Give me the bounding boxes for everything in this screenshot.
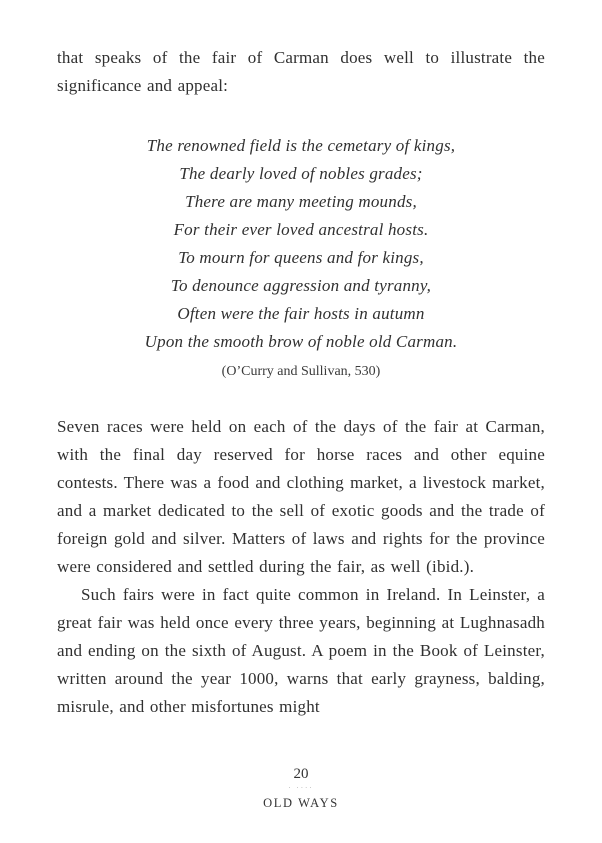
- poem-line: The dearly loved of nobles grades;: [179, 164, 423, 183]
- paragraph-seven-races: Seven races were held on each of the days of the fair at Carman, with the final day reserved for horse races and other equine contests. There was a food and clothing market, a livestock market, and a market dedicated to the sell of exotic goods and the trade of foreign gold and silver. Matters of laws and rights for the province were considered and settled during the fair, as well (ibid.).: [57, 417, 545, 576]
- page-number: 20: [293, 766, 309, 782]
- poem-line: To denounce aggression and tyranny,: [170, 276, 432, 295]
- poem-block: [57, 132, 545, 385]
- running-title: OLD WAYS: [263, 796, 339, 810]
- poem-attribution: (O’Curry and Sullivan, 530): [221, 364, 381, 379]
- poem-line: Often were the fair hosts in autumn: [177, 304, 425, 323]
- poem-line: To mourn for queens and for kings,: [178, 248, 424, 267]
- paragraph-such-fairs: Such fairs were in fact quite common in Ireland. In Leinster, a great fair was held once every three years, beginning at Lughnasadh and ending on the sixth of August. A poem in the Book of Leinster, written around the year 1000, warns that early grayness, balding, misrule, and other misfortunes might: [57, 585, 545, 716]
- footer-ornament-dots: · ····: [288, 784, 314, 792]
- paragraph-intro: that speaks of the fair of Carman does well to illustrate the significance and appeal:: [57, 48, 545, 95]
- poem-line: Upon the smooth brow of noble old Carman.: [144, 332, 458, 351]
- poem-line: The renowned field is the cemetary of kings,: [146, 136, 456, 155]
- poem-line: There are many meeting mounds,: [185, 192, 417, 211]
- poem-line: For their ever loved ancestral hosts.: [173, 220, 429, 239]
- page-footer: [0, 764, 602, 812]
